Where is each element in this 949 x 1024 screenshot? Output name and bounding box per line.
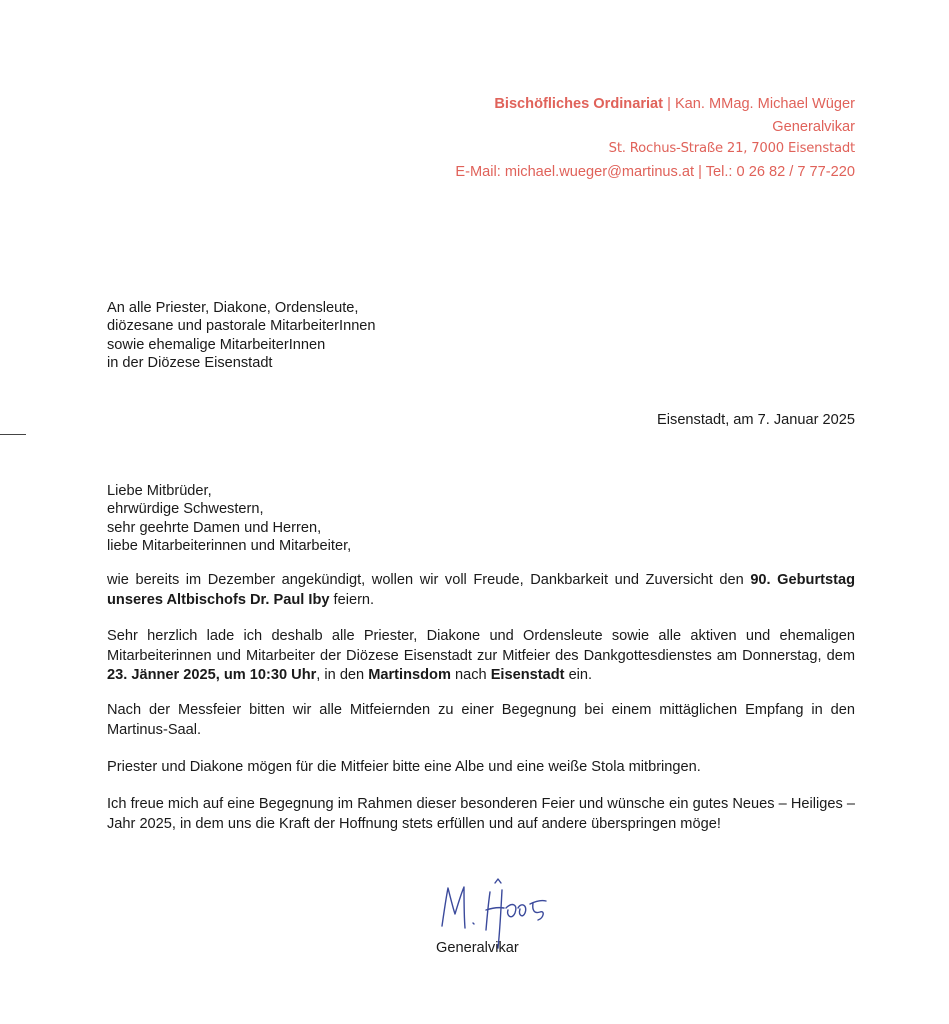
paragraph-emphasis: 90. Geburtstag unseres Altbischofs Dr. Paul Iby <box>107 572 855 608</box>
paragraph-emphasis-city: Eisenstadt <box>490 667 565 683</box>
paragraph-vestments: Priester und Diakone mögen für die Mitfeier bitte eine Albe und eine weiße Stola mitbringen. <box>107 759 701 775</box>
paragraph-emphasis-date: 23. Jänner 2025, um 10:30 Uhr <box>107 667 317 683</box>
letterhead-contact: E-Mail: michael.wueger@martinus.at | Tel.: 0 26 82 / 7 77-220 <box>455 163 855 180</box>
recipient-line: An alle Priester, Diakone, Ordensleute, <box>107 300 359 316</box>
letterhead-name: Kan. MMag. Michael Wüger <box>674 96 855 112</box>
paragraph-reception: Nach der Messfeier bitten wir alle Mitfeiernden zu einer Begegnung bei einem mittäglichen Empfang in den Martinus-Saal. <box>107 702 855 738</box>
letterhead-org: Bischöfliches Ordinariat <box>494 96 664 112</box>
salutation-block <box>107 482 351 555</box>
letterhead <box>455 93 855 183</box>
salutation-line: sehr geehrte Damen und Herren, <box>107 519 322 536</box>
recipient-line: sowie ehemalige MitarbeiterInnen <box>107 336 326 353</box>
paragraph-invitation-intro <box>107 571 855 610</box>
salutation-line: ehrwürdige Schwestern, <box>107 501 264 518</box>
paragraph-text: feiern. <box>329 591 375 608</box>
paragraph-closing: Ich freue mich auf eine Begegnung im Rahmen dieser besonderen Feier und wünsche ein gutes Neues – Heiliges – Jahr 2025, in dem uns die Kraft der Hoffnung stets erfüllen und auf andere überspringen möge! <box>107 796 855 832</box>
fold-mark <box>0 434 26 435</box>
paragraph-text: ein. <box>564 667 593 683</box>
letterhead-address: St. Rochus-Straße 21, 7000 Eisenstadt <box>608 141 855 156</box>
letterhead-separator: | <box>663 96 675 112</box>
dateline: Eisenstadt, am 7. Januar 2025 <box>657 412 855 428</box>
recipient-line: diözesane und pastorale MitarbeiterInnen <box>107 318 376 335</box>
paragraph-emphasis-place: Martinsdom <box>368 667 451 683</box>
paragraph-text: nach <box>450 667 491 683</box>
letterhead-title: Generalvikar <box>772 118 855 135</box>
salutation-line: liebe Mitarbeiterinnen und Mitarbeiter, <box>107 537 352 554</box>
letterhead-org-line <box>455 93 855 116</box>
salutation-line: Liebe Mitbrüder, <box>107 483 212 499</box>
paragraph-text: wie bereits im Dezember angekündigt, wollen wir voll Freude, Dankbarkeit und Zuversicht den <box>107 572 751 588</box>
paragraph-invitation-details <box>107 627 855 686</box>
paragraph-text: Sehr herzlich lade ich deshalb alle Priester, Diakone und Ordensleute sowie alle aktiven und ehemaligen Mitarbeiterinnen und Mitarbeiter der Diözese Eisenstadt zur Mitfeier des Dankgottesdienstes am Donnerstag, dem <box>107 628 855 664</box>
signatory-title: Generalvikar <box>436 940 519 956</box>
recipient-line: in der Diözese Eisenstadt <box>107 355 273 372</box>
recipient-block <box>107 299 376 373</box>
paragraph-text: , in den <box>316 667 369 683</box>
